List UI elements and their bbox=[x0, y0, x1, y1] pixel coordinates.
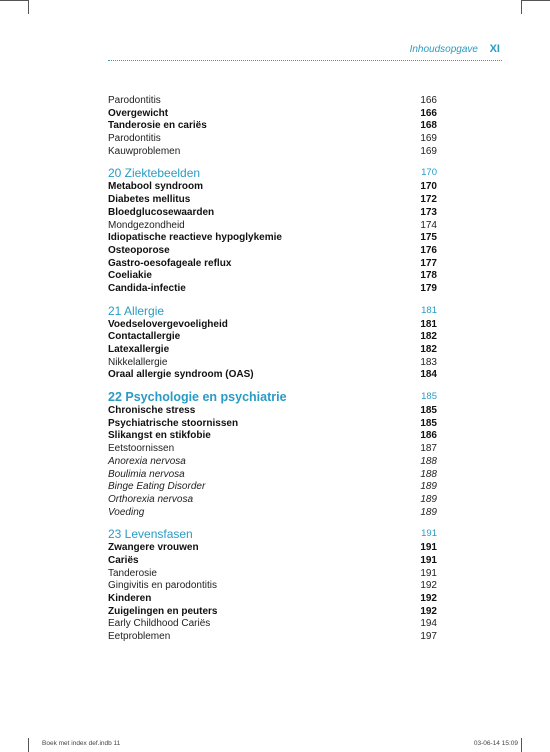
toc-entry-title: Candida-infectie bbox=[108, 282, 186, 294]
toc-entry bbox=[108, 95, 437, 108]
toc-page-number: 178 bbox=[420, 270, 437, 282]
toc-entry-title: Cariës bbox=[108, 554, 139, 566]
toc-page-number: 170 bbox=[420, 181, 437, 193]
toc-page-number: 186 bbox=[420, 430, 437, 442]
toc-page-number: 191 bbox=[420, 567, 437, 579]
toc-page-number: 184 bbox=[420, 369, 437, 381]
footer-file-info: Boek met index def.indb 11 bbox=[42, 740, 121, 747]
toc-entry-title: Coeliakie bbox=[108, 270, 152, 282]
toc-entry-title: Contactallergie bbox=[108, 331, 181, 343]
toc-page-number: 168 bbox=[420, 120, 437, 132]
toc-entry-title: 23 Levensfasen bbox=[108, 527, 193, 542]
toc-entry-title: Slikangst en stikfobie bbox=[108, 430, 211, 442]
toc-page-number: 173 bbox=[420, 206, 437, 218]
toc-entry bbox=[108, 344, 437, 357]
toc-entry-title: Orthorexia nervosa bbox=[108, 493, 194, 505]
toc-page-number: 177 bbox=[420, 257, 437, 269]
toc-entry-title: 20 Ziektebeelden bbox=[108, 166, 201, 181]
toc-page-number: 174 bbox=[420, 219, 437, 231]
running-header-title: Inhoudsopgave bbox=[409, 44, 478, 55]
toc-page-number: 192 bbox=[420, 605, 437, 617]
table-of-contents bbox=[108, 95, 437, 644]
toc-entry-title: Overgewicht bbox=[108, 107, 169, 119]
toc-entry-title: Anorexia nervosa bbox=[108, 455, 186, 467]
toc-page-number: 179 bbox=[420, 282, 437, 294]
toc-entry-title: Latexallergie bbox=[108, 344, 170, 355]
toc-entry-title: Early Childhood Cariës bbox=[108, 618, 211, 630]
toc-entry-title: 21 Allergie bbox=[108, 303, 165, 318]
crop-mark bbox=[521, 0, 522, 14]
toc-entry-title: Oraal allergie syndroom (OAS) bbox=[108, 369, 254, 381]
toc-page-number: 182 bbox=[420, 331, 437, 343]
toc-entry bbox=[108, 232, 437, 245]
crop-mark bbox=[28, 0, 29, 14]
page-number-roman: XI bbox=[489, 43, 500, 55]
toc-chapter-heading bbox=[108, 165, 437, 181]
toc-entry bbox=[108, 331, 437, 344]
toc-entry bbox=[108, 494, 437, 507]
toc-entry-title: Boulimia nervosa bbox=[108, 468, 185, 480]
toc-page-number: 189 bbox=[420, 493, 437, 505]
toc-entry-title: Parodontitis bbox=[108, 133, 161, 145]
toc-entry bbox=[108, 270, 437, 283]
toc-entry bbox=[108, 555, 437, 568]
toc-page-number: 185 bbox=[420, 417, 437, 429]
toc-entry bbox=[108, 369, 437, 382]
toc-entry bbox=[108, 568, 437, 581]
toc-entry bbox=[108, 618, 437, 631]
toc-entry bbox=[108, 181, 437, 194]
toc-entry-title: Nikkelallergie bbox=[108, 356, 168, 368]
toc-entry-title: Chronische stress bbox=[108, 405, 196, 417]
toc-page-number: 169 bbox=[420, 145, 437, 157]
toc-entry bbox=[108, 319, 437, 332]
toc-entry bbox=[108, 258, 437, 271]
toc-page-number: 192 bbox=[420, 593, 437, 604]
toc-entry-title: Eetproblemen bbox=[108, 631, 171, 643]
toc-entry-title: Tanderosie en cariës bbox=[108, 120, 207, 132]
toc-entry bbox=[108, 133, 437, 146]
toc-page-number: 187 bbox=[420, 443, 437, 455]
toc-entry-title: Osteoporose bbox=[108, 244, 170, 256]
toc-entry bbox=[108, 481, 437, 494]
toc-entry bbox=[108, 593, 437, 606]
toc-entry-title: Zuigelingen en peuters bbox=[108, 605, 218, 617]
toc-page-number: 175 bbox=[420, 232, 437, 244]
toc-page-number: 182 bbox=[420, 344, 437, 355]
toc-entry-title: Psychiatrische stoornissen bbox=[108, 417, 239, 429]
toc-entry bbox=[108, 108, 437, 121]
toc-entry bbox=[108, 580, 437, 593]
toc-entry bbox=[108, 245, 437, 258]
toc-page-number: 185 bbox=[421, 391, 437, 403]
toc-entry bbox=[108, 194, 437, 207]
toc-entry-title: Mondgezondheid bbox=[108, 219, 185, 231]
toc-entry bbox=[108, 220, 437, 233]
toc-page-number: 172 bbox=[420, 194, 437, 206]
toc-page-number: 166 bbox=[420, 95, 437, 106]
toc-entry-title: Binge Eating Disorder bbox=[108, 481, 206, 493]
toc-entry-title: Bloedglucosewaarden bbox=[108, 206, 215, 218]
toc-entry bbox=[108, 430, 437, 443]
toc-entry bbox=[108, 146, 437, 159]
toc-page-number: 181 bbox=[420, 318, 437, 330]
toc-entry bbox=[108, 357, 437, 370]
toc-entry bbox=[108, 207, 437, 220]
toc-entry-title: Gastro-oesofageale reflux bbox=[108, 257, 232, 269]
toc-entry bbox=[108, 631, 437, 644]
toc-page-number: 192 bbox=[420, 580, 437, 592]
toc-page-number: 188 bbox=[420, 468, 437, 480]
toc-page-number: 188 bbox=[420, 455, 437, 467]
toc-entry bbox=[108, 507, 437, 520]
toc-entry-title: Voedselovergevoeligheid bbox=[108, 318, 228, 330]
toc-chapter-heading bbox=[108, 303, 437, 319]
toc-page-number: 191 bbox=[421, 528, 437, 540]
toc-chapter-heading bbox=[108, 389, 437, 405]
crop-mark bbox=[522, 0, 550, 1]
toc-page-number: 191 bbox=[420, 542, 437, 554]
toc-page-number: 197 bbox=[420, 631, 437, 643]
toc-entry-title: Kinderen bbox=[108, 593, 152, 604]
toc-page-number: 170 bbox=[421, 167, 437, 179]
toc-entry bbox=[108, 120, 437, 133]
toc-entry bbox=[108, 418, 437, 431]
toc-page-number: 189 bbox=[420, 506, 437, 518]
toc-page-number: 166 bbox=[420, 107, 437, 119]
toc-entry bbox=[108, 542, 437, 555]
footer-timestamp: 03-06-14 15:09 bbox=[473, 740, 518, 747]
toc-chapter-heading bbox=[108, 526, 437, 542]
toc-entry bbox=[108, 283, 437, 296]
crop-mark bbox=[0, 0, 28, 1]
toc-page-number: 194 bbox=[420, 618, 437, 630]
toc-page-number: 191 bbox=[420, 554, 437, 566]
toc-entry-title: Gingivitis en parodontitis bbox=[108, 580, 217, 592]
toc-entry bbox=[108, 405, 437, 418]
toc-entry-title: Diabetes mellitus bbox=[108, 194, 191, 206]
header-divider bbox=[108, 60, 502, 61]
toc-entry-title: Eetstoornissen bbox=[108, 443, 175, 455]
toc-entry bbox=[108, 606, 437, 619]
toc-page-number: 185 bbox=[420, 405, 437, 417]
toc-entry-title: Zwangere vrouwen bbox=[108, 542, 199, 554]
toc-page-number: 169 bbox=[420, 133, 437, 145]
toc-entry-title: Idiopatische reactieve hypoglykemie bbox=[108, 232, 282, 244]
crop-mark bbox=[28, 738, 29, 752]
toc-page-number: 189 bbox=[420, 481, 437, 493]
crop-mark bbox=[521, 738, 522, 752]
toc-entry-title: 22 Psychologie en psychiatrie bbox=[108, 390, 287, 405]
toc-entry bbox=[108, 443, 437, 456]
toc-entry-title: Parodontitis bbox=[108, 95, 161, 106]
toc-page-number: 183 bbox=[420, 356, 437, 368]
toc-page-number: 181 bbox=[421, 304, 437, 316]
toc-entry bbox=[108, 469, 437, 482]
toc-page-number: 176 bbox=[420, 244, 437, 256]
toc-entry-title: Tanderosie bbox=[108, 567, 157, 579]
toc-entry-title: Kauwproblemen bbox=[108, 145, 181, 157]
toc-entry-title: Voeding bbox=[108, 506, 145, 518]
toc-entry bbox=[108, 456, 437, 469]
toc-entry-title: Metabool syndroom bbox=[108, 181, 204, 193]
